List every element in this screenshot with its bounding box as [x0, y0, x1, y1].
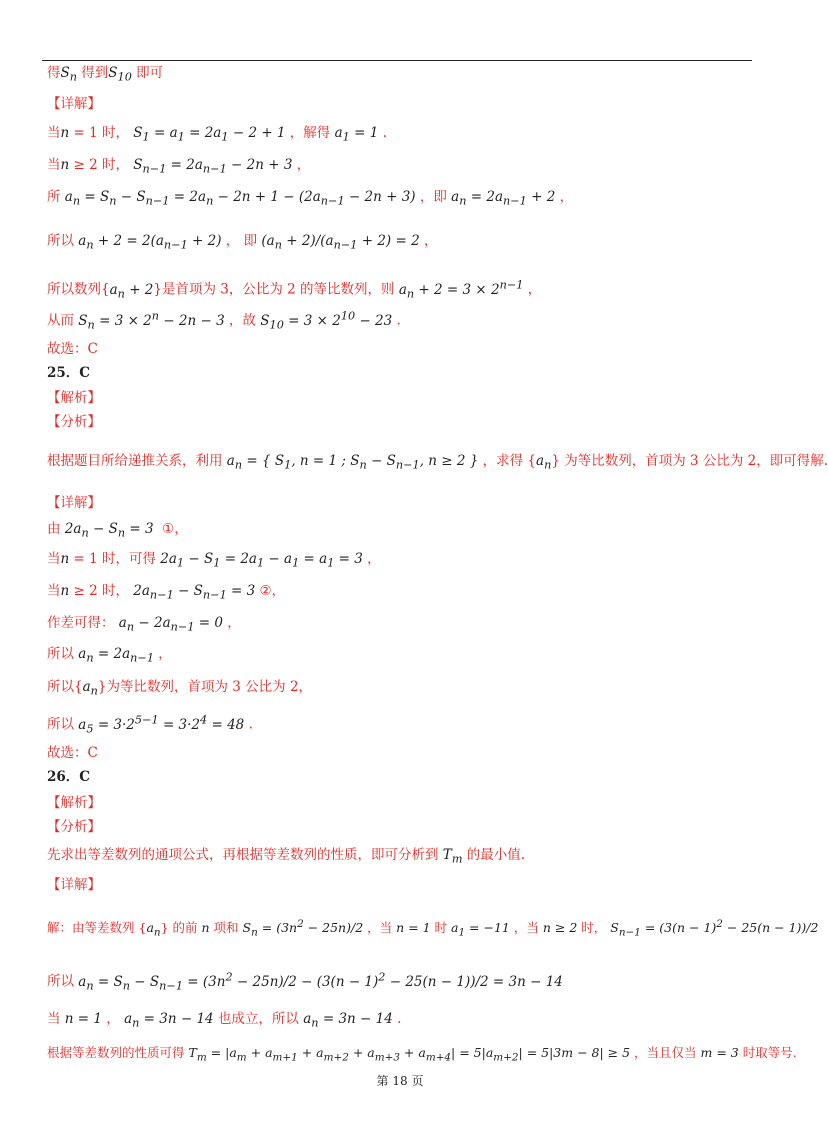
question-number: 25．C — [47, 365, 91, 381]
text-line: 先求出等差数列的通项公式，再根据等差数列的性质，即可分析到 $T_m$ 的最小值. — [47, 847, 526, 866]
text-line: 解：由等差数列 $\{a_n\}$ 的前 n 项和 $S_n = (3n^2 - 25n)/2$ ，当 n = 1 时 $a_1 = -11$ ，当 n ≥ 2 时， $S_{n-1} = (3(n - 1)^2 - 25(n - 1))/2$ — [47, 918, 819, 939]
text-line: 当n = 1 时，可得 $2a_1 - S_1 = 2a_1 - a_1 = a_1 = 3$ ， — [47, 551, 381, 570]
text-line: 当n ≥ 2 时， $2a_{n-1} - S_{n-1} = 3$ ②， — [47, 583, 286, 602]
page-footer: 第 18 页 — [376, 1074, 424, 1088]
question-number: 26．C — [47, 769, 91, 785]
section-heading: 【分析】 — [47, 819, 101, 835]
text-line: 故选：C — [47, 745, 98, 761]
text-line: 所以数列$\{a_n + 2\}$是首项为 3，公比为 2 的等比数列，则 $a_n + 2 = 3 \times 2^{n-1}$ ， — [47, 278, 542, 301]
text-line: 故选：C — [47, 341, 98, 357]
text-line: 从而 $S_n = 3 \times 2^n - 2n - 3$ ，故 $S_{10} = 3 \times 2^{10} - 23$ . — [47, 309, 401, 332]
section-heading: 【解析】 — [47, 795, 101, 811]
text-line: 所以 $a_n = S_n - S_{n-1} = (3n^2 - 25n)/2 - (3(n - 1)^2 - 25(n - 1))/2 = 3n - 14$ — [47, 970, 563, 993]
text-line: 所以 $a_n = 2a_{n-1}$ ， — [47, 646, 172, 665]
section-heading: 【详解】 — [47, 495, 101, 511]
text-line: 作差可得： $a_n - 2a_{n-1} = 0$ ， — [47, 615, 241, 634]
text-line: 当n ≥ 2 时， $S_{n-1} = 2a_{n-1} - 2n + 3$ ， — [47, 157, 311, 176]
text-line: 得$S_n$ 得到$S_{10}$ 即可 — [47, 65, 164, 84]
text-line: 由 $2a_n - S_n = 3$ ①， — [47, 521, 188, 540]
section-heading: 【分析】 — [47, 414, 101, 430]
text-line: 所以 $a_5 = 3\cdot 2^{5-1} = 3\cdot 2^4 = 48$ . — [47, 713, 253, 736]
section-heading: 【详解】 — [47, 96, 101, 112]
section-heading: 【解析】 — [47, 390, 101, 406]
text-line: 当 n = 1 ， $a_n = 3n - 14$ 也成立，所以 $a_n = 3n - 14$ . — [47, 1011, 402, 1030]
text-line: 根据题目所给递推关系，利用 $a_n$ = { $S_1$, n = 1 ; $S_n - S_{n-1}$, n ≥ 2 } ，求得 $\{a_n\}$ 为等比数列，首项为 3 公比为 2，即可得解. — [47, 453, 828, 472]
text-line: 所 $a_n = S_n - S_{n-1} = 2a_n - 2n + 1 - (2a_{n-1} - 2n + 3)$ ，即 $a_n = 2a_{n-1} + 2$ ， — [47, 189, 574, 208]
text-line: 当n = 1 时， $S_1 = a_1 = 2a_1 - 2 + 1$ ，解得 $a_1 = 1$ . — [47, 125, 387, 144]
text-line: 所以 $a_n + 2 = 2(a_{n-1} + 2)$ ， 即 $(a_n + 2)/(a_{n-1} + 2) = 2$ ， — [47, 233, 438, 252]
header-rule — [42, 60, 752, 61]
section-heading: 【详解】 — [47, 877, 101, 893]
text-line: 根据等差数列的性质可得 $T_m = |a_m + a_{m+1} + a_{m+2} + a_{m+3} + a_{m+4}| = 5|a_{m+2}| = 5|3m - 8| \ge 5$ ，当且仅当 m = 3 时取等号. — [47, 1045, 797, 1064]
text-line: 所以$\{a_n\}$为等比数列，首项为 3 公比为 2， — [47, 679, 313, 698]
